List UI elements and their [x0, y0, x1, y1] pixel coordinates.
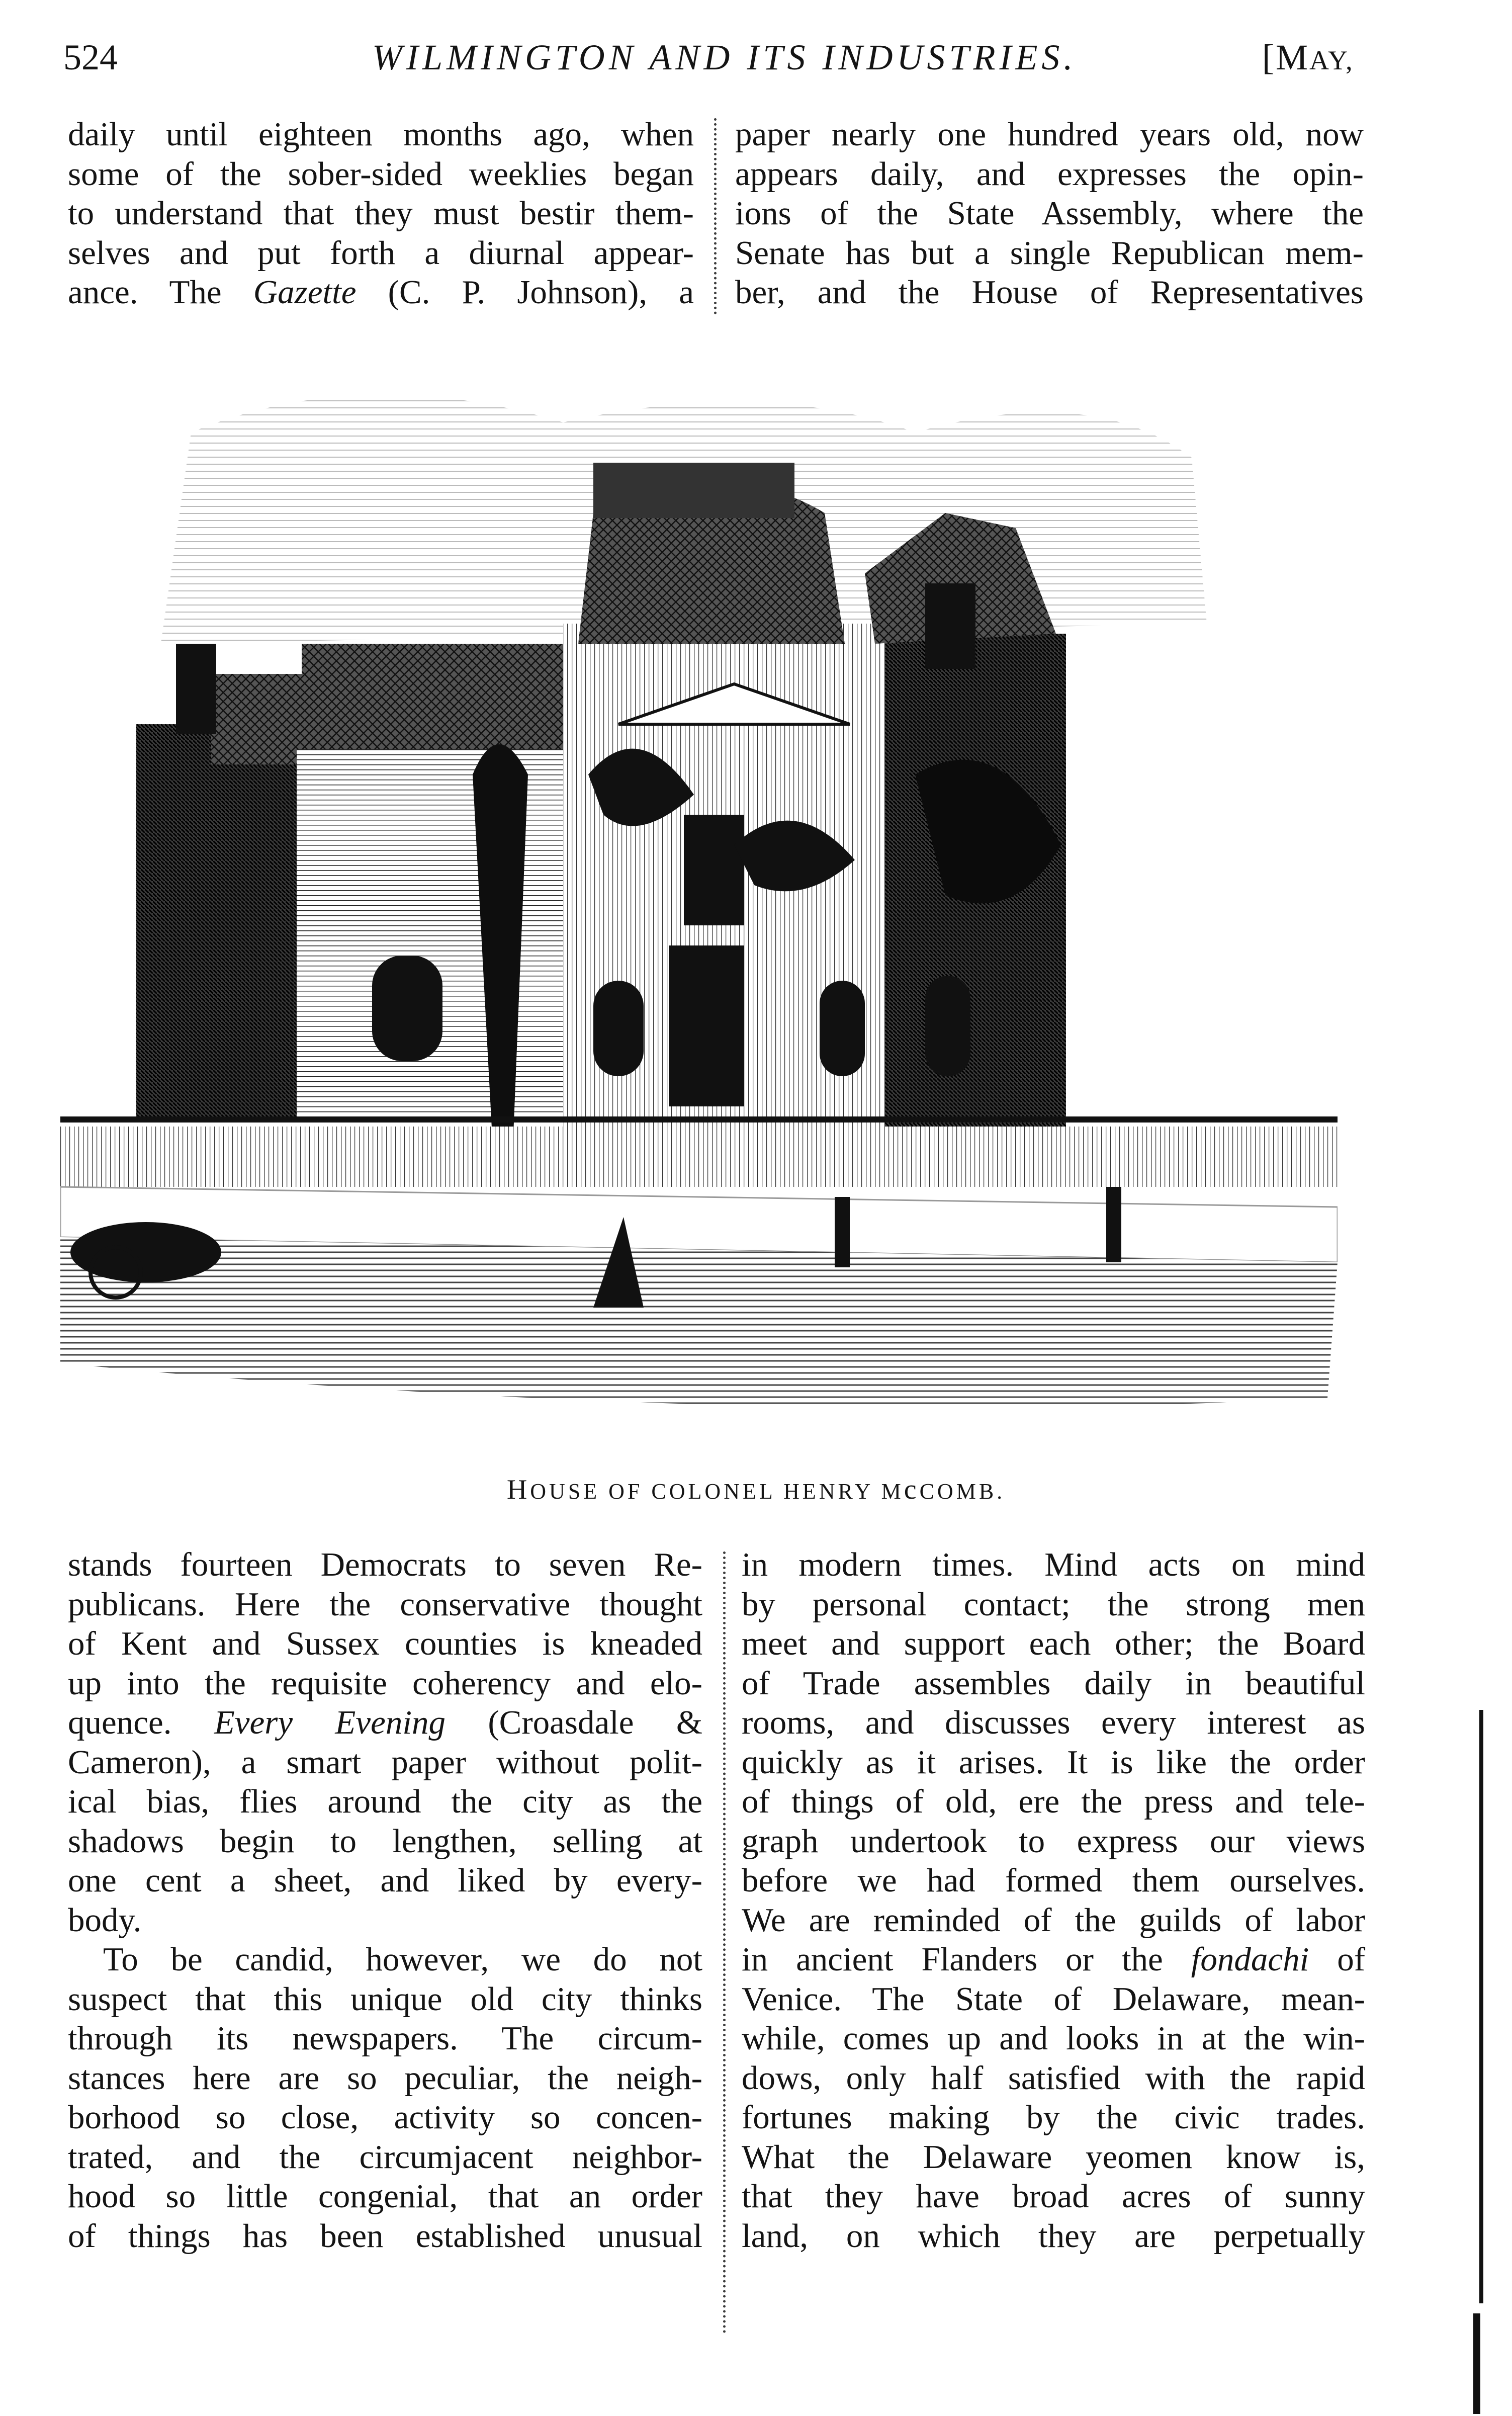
text-run: (C. P. Johnson), a	[356, 274, 694, 311]
text-line: land, on which they are perpetually	[742, 2217, 1365, 2255]
text-line: trated, and the circumjacent neighbor-	[68, 2138, 702, 2176]
text-line: hood so little congenial, that an order	[68, 2178, 702, 2215]
text-line: stances here are so peculiar, the neigh-	[68, 2059, 702, 2097]
text-line: while, comes up and looks in at the win-	[742, 2020, 1365, 2057]
text-line: of Kent and Sussex counties is kneaded	[68, 1625, 702, 1662]
text-line: up into the requisite coherency and elo-	[68, 1664, 702, 1702]
text-line: publicans. Here the conservative thought	[68, 1585, 702, 1623]
text-run: quence.	[68, 1704, 214, 1741]
text-line: through its newspapers. The circum-	[68, 2020, 702, 2057]
column-top-right	[735, 115, 1364, 312]
text-line: to understand that they must bestir them-	[68, 195, 694, 232]
text-line: rooms, and discusses every interest as	[742, 1704, 1365, 1741]
column-divider-top	[714, 118, 717, 314]
text-line: To be candid, however, we do not	[103, 1941, 702, 1978]
text-run: (Croasdale &	[445, 1704, 703, 1741]
text-line: paper nearly one hundred years old, now	[735, 116, 1364, 153]
text-line: meet and support each other; the Board	[742, 1625, 1365, 1662]
text-line: fortunes making by the civic trades.	[742, 2099, 1365, 2136]
text-run: ance. The	[68, 274, 253, 311]
italic-title: Every Evening	[214, 1704, 446, 1741]
text-line: graph undertook to express our views	[742, 1822, 1365, 1860]
text-run: of	[1309, 1941, 1366, 1978]
text-line: before we had formed them ourselves.	[742, 1862, 1365, 1899]
text-line: Cameron), a smart paper without polit-	[68, 1743, 702, 1781]
text-line: that they have broad acres of sunny	[742, 2178, 1365, 2215]
column-bottom-left	[68, 1545, 702, 2256]
running-title: WILMINGTON AND ITS INDUSTRIES.	[372, 37, 1077, 77]
page-edge-shadow	[1479, 1710, 1483, 2303]
column-top-left	[68, 115, 694, 312]
text-line: ber, and the House of Representatives	[735, 274, 1364, 311]
text-line	[68, 1703, 702, 1743]
illustration-caption: HOUSE OF COLONEL HENRY McCOMB.	[506, 1474, 1006, 1505]
page-number: 524	[63, 37, 118, 77]
text-line: in modern times. Mind acts on mind	[742, 1546, 1365, 1583]
text-line	[68, 273, 694, 312]
text-line: of things has been established unusual	[68, 2217, 702, 2255]
text-line: of things of old, ere the press and tele-	[742, 1783, 1365, 1820]
column-divider-bottom	[723, 1551, 726, 2334]
text-line: body.	[68, 1901, 142, 1939]
text-line: shadows begin to lengthen, selling at	[68, 1822, 702, 1860]
text-line: by personal contact; the strong men	[742, 1585, 1365, 1623]
page-edge-shadow-bottom	[1473, 2313, 1480, 2414]
text-line: some of the sober-sided weeklies began	[68, 155, 694, 193]
iron-fence	[60, 1116, 1338, 1187]
text-line: We are reminded of the guilds of labor	[742, 1901, 1365, 1939]
italic-title: Gazette	[253, 274, 357, 311]
text-line: ions of the State Assembly, where the	[735, 195, 1364, 232]
text-line: Venice. The State of Delaware, mean-	[742, 1980, 1365, 2018]
text-line: Senate has but a single Republican mem-	[735, 234, 1364, 272]
text-line: dows, only half satisfied with the rapid	[742, 2059, 1365, 2097]
text-line: selves and put forth a diurnal appear-	[68, 234, 694, 272]
text-line: appears daily, and expresses the opin-	[735, 155, 1364, 193]
text-run: in ancient Flanders or the	[742, 1941, 1191, 1978]
text-line: of Trade assembles daily in beautiful	[742, 1664, 1365, 1702]
text-line: stands fourteen Democrats to seven Re-	[68, 1546, 702, 1583]
text-line: borhood so close, activity so concen-	[68, 2099, 702, 2136]
text-line: daily until eighteen months ago, when	[68, 116, 694, 153]
text-line: one cent a sheet, and liked by every-	[68, 1862, 702, 1899]
text-line	[742, 1940, 1365, 1979]
text-line: quickly as it arises. It is like the order	[742, 1743, 1365, 1781]
sidewalk-and-street	[60, 1187, 1338, 1408]
text-line: What the Delaware yeomen know is,	[742, 2138, 1365, 2176]
italic-title: fondachi	[1191, 1941, 1309, 1978]
column-bottom-right	[742, 1545, 1365, 2256]
text-line: suspect that this unique old city thinks	[68, 1980, 702, 2018]
house-engraving	[60, 362, 1338, 1458]
text-line: ical bias, flies around the city as the	[68, 1783, 702, 1820]
running-month: [MAY,	[1262, 37, 1354, 77]
